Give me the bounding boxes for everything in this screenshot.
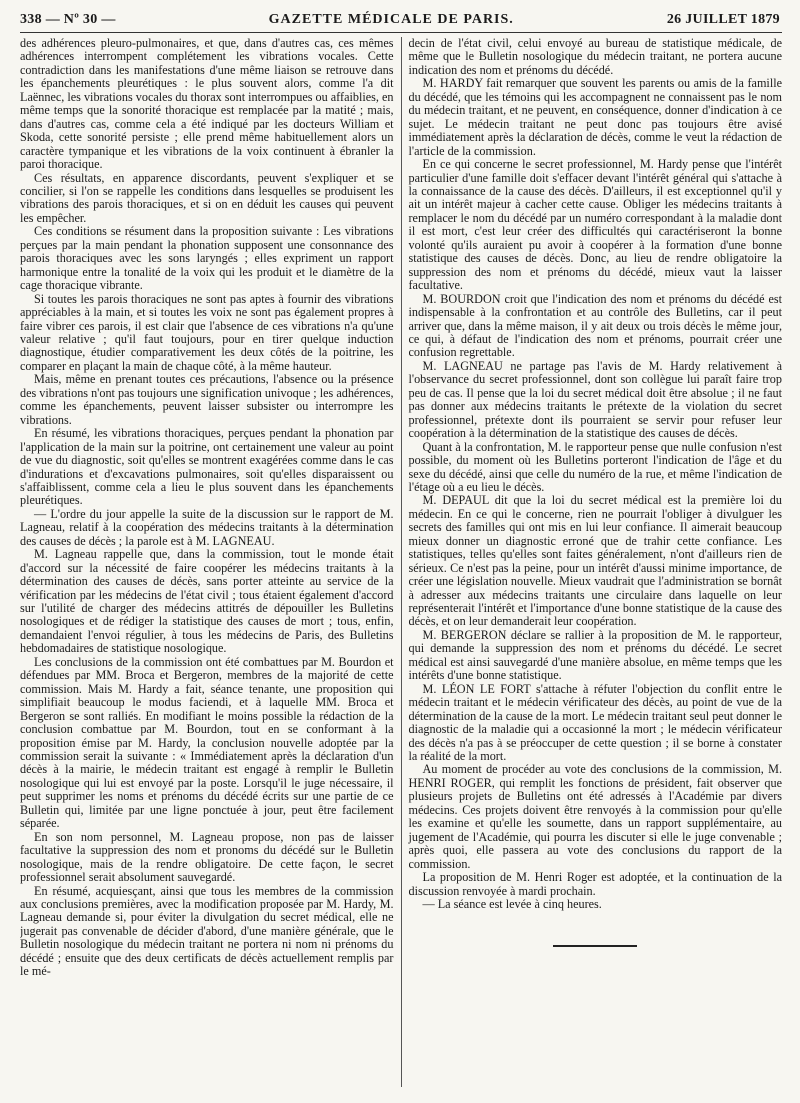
paragraph: Au moment de procéder au vote des conclusions de la commission, M. HENRI ROGER, qui remplit les fonctions de président, fait observer que plusieurs projets de Bulletins ont été adressés à l'Académie par divers médecins. Ces projets doivent être renvoyés à la commission pour qu'elle les examine et qu'elle les soumette, dans un rapport supplémentaire, au jugement de l'Académie, qui pourra les discuter si elle le juge convenable ; après quoi, elle passera au vote des conclusions du rapport de la commission. [408, 762, 782, 871]
end-rule [553, 945, 637, 947]
page-header [20, 12, 782, 33]
paragraph: Mais, même en prenant toutes ces précautions, l'absence ou la présence des vibrations n'ont pas toujours une signification univoque ; les adhérences, comme les épanchements, peuvent laisser subsister ou interrompre les vibrations. [20, 372, 394, 427]
paragraph: En ce qui concerne le secret professionnel, M. Hardy pense que l'intérêt particulier d'une famille doit s'effacer devant l'intérêt général qui s'attache à la connaissance de la cause des décès. D'ailleurs, il est exceptionnel qu'il y ait un intérêt majeur à cacher cette cause. Obliger les médecins traitants à remplacer le nom du décédé par un numéro correspondant à la maladie dont il est mort, c'est leur créer des difficultés qui caractériseront la bonne volonté qu'ils auraient pu avoir à coopérer à la formation d'une bonne statistique des causes de décès. Donc, au lieu de rendre obligatoire la suppression des nom et prénoms du décédé, mieux vaut la laisser facultative. [408, 157, 782, 293]
issue-date: 26 JUILLET 1879 [666, 12, 780, 27]
paragraph: Ces résultats, en apparence discordants, peuvent s'expliquer et se concilier, si l'on se rappelle les conditions dans lesquelles se produisent les vibrations des parois thoraciques, et si on en déduit les causes qui peuvent les empêcher. [20, 170, 394, 225]
paragraph: M. Lagneau rappelle que, dans la commission, tout le monde était d'accord sur la nécessité de faire coopérer les médecins traitants à la détermination des causes de décès, sans porter atteinte au service de la vérification par les médecins de l'état civil ; tous étaient également d'accord sur l'utilité de charger des médecins attitrés de dépouiller les Bulletins nosologiques et de rédiger la statistique des causes de mort ; tous, enfin, demandaient l'envoi régulier, à tous les médecins de Paris, des Bulletins hebdomadaires de statistique nosologique. [20, 547, 394, 656]
paragraph: Ces conditions se résument dans la proposition suivante : Les vibrations perçues par la main pendant la phonation supposent une consonnance des parois thoraciques avec les sons laryngés ; elles expriment un rapport harmonique entre la tonalité de la voix qui les produit et le diamètre de la cage thoracique vibrante. [20, 224, 394, 293]
left-column [20, 37, 401, 1087]
paragraph: Quant à la confrontation, M. le rapporteur pense que nulle confusion n'est possible, du moment où les Bulletins porteront l'indication de l'âge et du sexe du décédé, ainsi que celle du numéro de la rue, et même l'indication de l'étage où a eu lieu le décès. [408, 439, 782, 494]
page-number-issue: 338 — Nº 30 — [20, 12, 116, 27]
article-columns [20, 37, 782, 1087]
paragraph: — La séance est levée à cinq heures. [422, 897, 602, 911]
paragraph: M. LÉON LE FORT s'attache à réfuter l'objection du conflit entre le médecin traitant et le médecin vérificateur des décès, au point de vue de la détermination de la cause de la mort. Le médecin traitant seul peut donner le diagnostic de la maladie qui a occasionné la mort ; le médecin vérificateur des décès n'a pas à se préoccuper de cette question ; il se borne à constater la réalité de la mort. [408, 681, 782, 764]
paragraph: M. BERGERON déclare se rallier à la proposition de M. le rapporteur, qui demande la suppression des nom et prénoms du décédé. Le secret médical est ainsi sauvegardé d'une manière absolue, en même temps que les intérêts d'une bonne statistique. [408, 627, 782, 683]
gazette-title: GAZETTE MÉDICALE DE PARIS. [268, 12, 514, 27]
paragraph: M. LAGNEAU ne partage pas l'avis de M. Hardy relativement à l'observance du secret professionnel, dont son collègue lui paraît faire trop peu de cas. Il pense que la loi du secret médical doit être absolue ; il ne faut pas donner aux médecins traitants le prétexte de la violation du secret professionnel, prétexte dont ils pourraient se servir pour refuser leur coopération à la détermination de la statistique des causes de décès. [408, 358, 782, 441]
right-column [401, 37, 783, 1087]
paragraph: decin de l'état civil, celui envoyé au bureau de statistique médicale, de même que le Bulletin nosologique du médecin traitant, ne portera aucune indication des nom et prénoms du décédé. [408, 37, 782, 77]
paragraph: M. HARDY fait remarquer que souvent les parents ou amis de la famille du décédé, que les témoins qui les accompagnent ne connaissent pas le nom du médecin traitant, et ne peuvent, en conséquence, donner d'indication à ce sujet. Le médecin traitant ne peut donc pas toujours être avisé immédiatement après la déclaration de décès, comme le veut la rédaction de l'article de la commission. [408, 76, 782, 158]
paragraph: En résumé, acquiesçant, ainsi que tous les membres de la commission aux conclusions premières, avec la modification proposée par M. Hardy, M. Lagneau demande si, pour éviter la divulgation du secret médical, elle ne jugerait pas convenable de décider d'abord, d'une manière générale, que le Bulletin nosologique du médecin traitant ne portera ni nom ni prénoms du décédé ; ensuite que des deux certificats de décès actuellement remplis par le mé- [20, 883, 394, 979]
paragraph: Les conclusions de la commission ont été combattues par M. Bourdon et défendues par MM. Broca et Bergeron, membres de la majorité de cette commission. Mais M. Hardy a fait, séance tenante, une proposition qui simplifiait beaucoup le modus faciendi, et à laquelle MM. Broca et Bergeron se sont ralliés. En modifiant le moins possible la rédaction de la conclusion combattue par M. Bourdon, tout en se conformant à la proposition émise par M. Hardy, la conclusion nouvelle adoptée par la commission serait la suivante : « Immédiatement après la déclaration d'un décès à la mairie, le médecin traitant est engagé à remplir le Bulletin nosologique qui lui est envoyé par la poste. Lorsqu'il le juge nécessaire, il peut supprimer les noms et prénoms du décédé écrits sur une partie de ce Bulletin qui, limitée par une ligne ponctuée à jour, peut être facilement séparée. [20, 654, 394, 831]
paragraph: M. BOURDON croit que l'indication des nom et prénoms du décédé est indispensable à la confrontation et au contrôle des Bulletins, car il peut arriver que, dans la même maison, il y ait deux ou trois décès le même jour, ce qui, à défaut de l'indication des nom et prénoms, pourrait créer une confusion regrettable. [408, 291, 782, 360]
paragraph: En son nom personnel, M. Lagneau propose, non pas de laisser facultative la suppression des nom et pronoms du décédé sur le Bulletin nosologique, mais de la rendre obligatoire. De cette façon, le secret professionnel serait absolument sauvegardé. [20, 829, 394, 885]
paragraph: M. DEPAUL dit que la loi du secret médical est la première loi du médecin. En ce qui le concerne, rien ne pourrait l'obliger à divulguer les secrets des familles qui ont mis en lui leur confiance. Il aimerait beaucoup mieux donner un diagnostic erroné que de trahir cette confiance. Les statistiques, telles qu'elles sont faites généralement, n'ont d'ailleurs rien de sérieux. Ce n'est pas la peine, pour un intérêt d'aussi minime importance, de créer une législation nouvelle. Mieux vaudrait que l'administration se bornât à adresser aux médecins traitants une circulaire dans laquelle on leur représenterait l'intérêt et l'importance d'une bonne statistique de la cause des décès, et on leur demanderait leur coopération. [408, 493, 782, 629]
paragraph: — L'ordre du jour appelle la suite de la discussion sur le rapport de M. Lagneau, relatif à la coopération des médecins traitants à la détermination des causes de décès ; la parole est à M. LAGNEAU. [20, 506, 394, 548]
paragraph: La proposition de M. Henri Roger est adoptée, et la continuation de la discussion renvoyée à mardi prochain. [408, 870, 782, 898]
paragraph: Si toutes les parois thoraciques ne sont pas aptes à fournir des vibrations appréciables à la main, et si toutes les voix ne sont pas également propres à faire vibrer ces parois, il est clair que l'absence de ces vibrations n'a qu'une valeur relative ; qu'il faut toujours, pour en tirer quelque induction diagnostique, étudier comparativement les deux côtés de la poitrine, les comparer en plaçant la main de chaque côté, à la même hauteur. [20, 291, 394, 373]
paragraph: En résumé, les vibrations thoraciques, perçues pendant la phonation par l'application de la main sur la poitrine, ont certainement une valeur au point de vue du diagnostic, soit qu'elles se montrent exagérées comme dans le cas d'indurations et d'excavations pulmonaires, soit qu'elles disparaissent ou s'affaiblissent, comme cela a lieu le plus souvent dans les épanchements pleurétiques. [20, 426, 394, 508]
paragraph: des adhérences pleuro-pulmonaires, et que, dans d'autres cas, ces mêmes adhérences interrompent complétement les vibrations vocales. Cette contradiction dans les manifestations d'une même liaison se retrouve dans les épanchements pleurétiques : le plus souvent alors, comme l'a dit Laënnec, les vibrations vocales du thorax sont interrompues ou affaiblies, en même temps que la sonorité thoracique est remplacée par la matité ; mais, dans d'autres cas, comme cela a été indiqué par les docteurs William et Skoda, cette sonorité persiste ; elle prend même habituellement alors un caractère tympanique et les vibrations de la voix continuent à ébranler la paroi thoracique. [20, 37, 394, 172]
